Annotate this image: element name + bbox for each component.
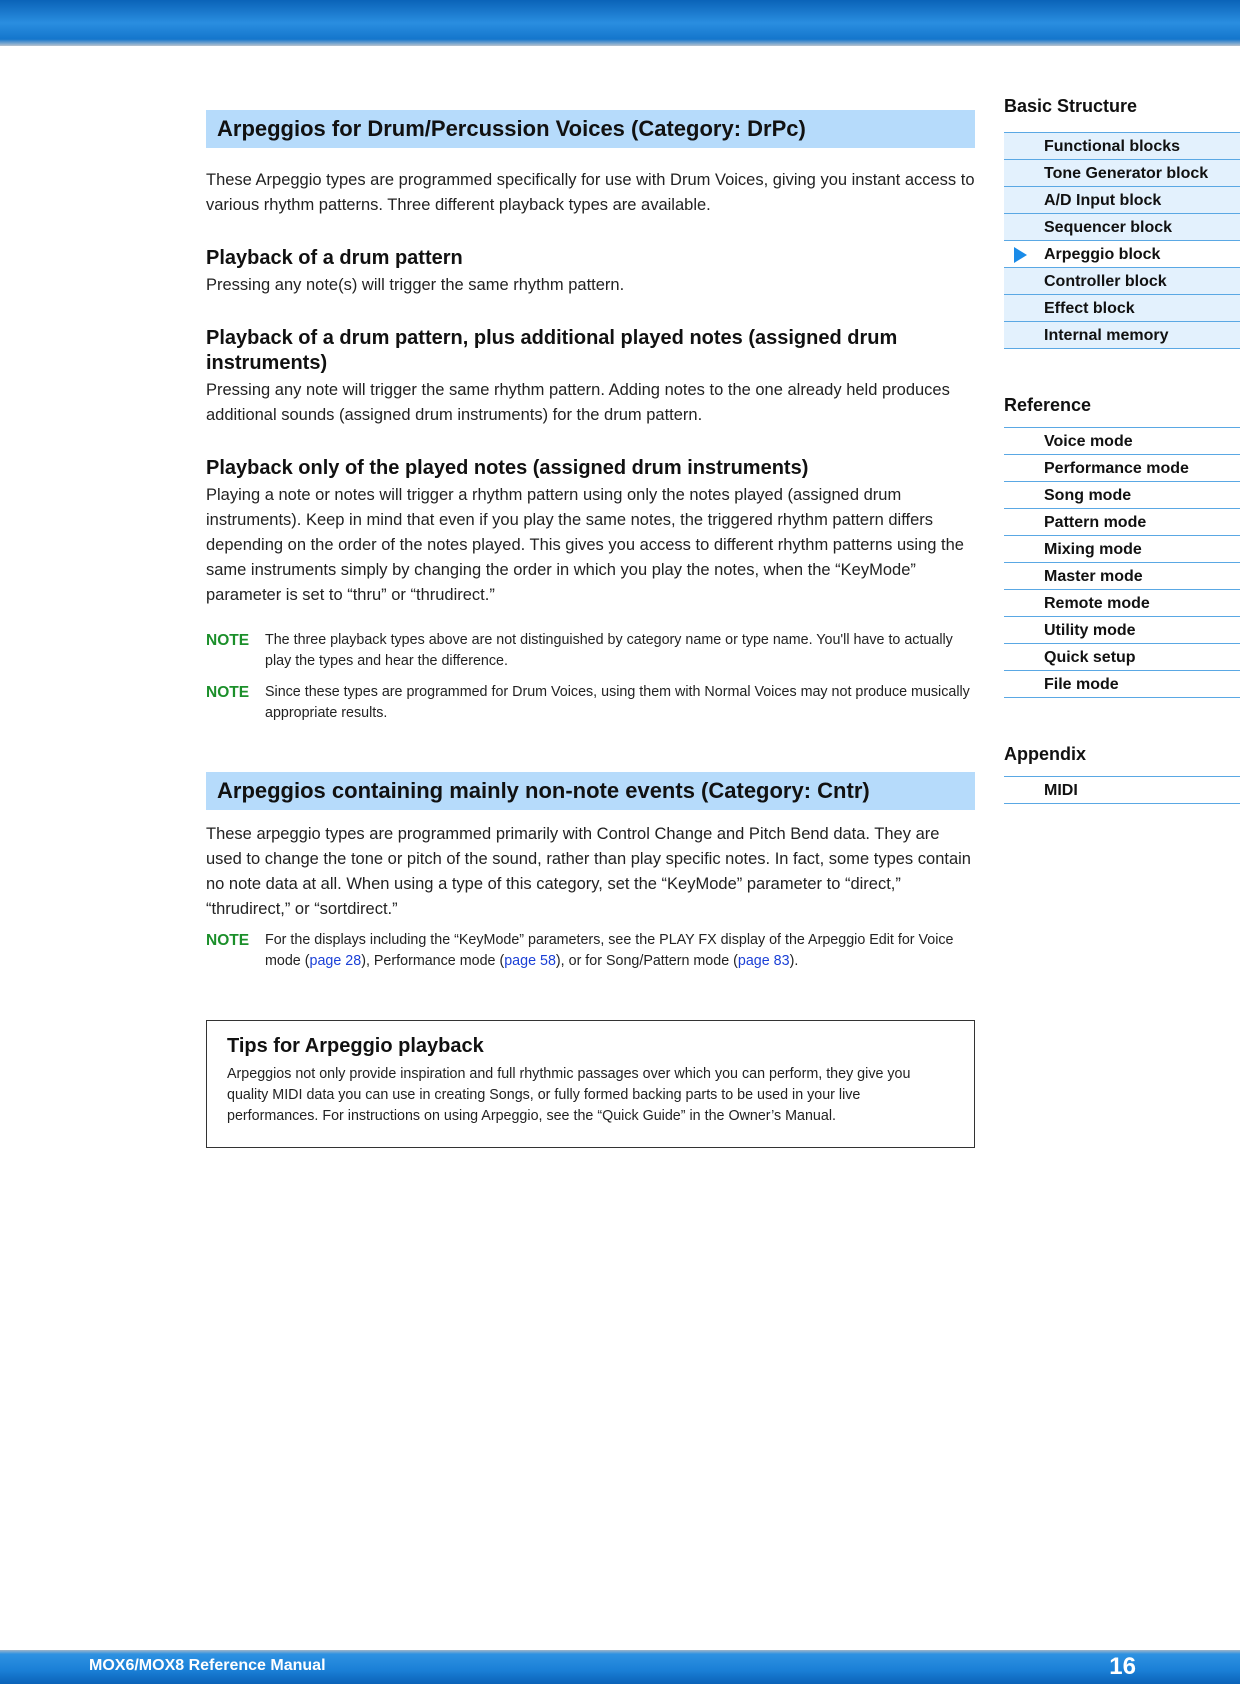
top-banner bbox=[0, 0, 1240, 46]
tips-box bbox=[206, 1020, 975, 1148]
sidebar-heading-basic-structure: Basic Structure bbox=[1004, 96, 1138, 116]
sidebar-item-song-mode[interactable]: Song mode bbox=[1004, 482, 1240, 509]
sidebar-item-midi[interactable]: MIDI bbox=[1004, 777, 1240, 804]
tips-text: Arpeggios not only provide inspiration and full rhythmic passages over which you can perform, they give you quality MIDI data you can use in creating Songs, or fully formed backing parts to be used in your live performances. For instructions on using Arpeggio, see the “Quick Guide” in the Owner’s Manual. bbox=[227, 1066, 911, 1124]
tips-title: Tips for Arpeggio playback bbox=[227, 1035, 484, 1057]
link-page-83[interactable]: page 83 bbox=[737, 953, 790, 969]
sidebar-item-utility-mode[interactable]: Utility mode bbox=[1004, 617, 1240, 644]
note-text: The three playback types above are not distinguished by category name or type name. You'll have to actually play the types and hear the difference. bbox=[265, 632, 953, 669]
sidebar-item-file-mode[interactable]: File mode bbox=[1004, 671, 1240, 698]
cntr-body: These arpeggio types are programmed primarily with Control Change and Pitch Bend data. They are used to change the tone or pitch of the sound, rather than play specific notes. In fact, some types contain no note data at all. When using a type of this category, set the “KeyMode” parameter to “direct,” “thrudirect,” or “sortdirect.” bbox=[206, 825, 971, 918]
sidebar-item-functional-blocks[interactable]: Functional blocks bbox=[1004, 133, 1240, 160]
footer-manual-title: MOX6/MOX8 Reference Manual bbox=[89, 1657, 326, 1674]
note-label: NOTE bbox=[206, 632, 250, 649]
sidebar-item-internal-memory[interactable]: Internal memory bbox=[1004, 322, 1240, 349]
subheading-pattern-plus-notes: Playback of a drum pattern, plus additional played notes (assigned drum instruments) bbox=[206, 327, 898, 374]
sidebar-heading-reference: Reference bbox=[1004, 395, 1092, 415]
sidebar-heading-appendix: Appendix bbox=[1004, 744, 1087, 764]
sidebar-item-remote-mode[interactable]: Remote mode bbox=[1004, 590, 1240, 617]
section-heading-drpc: Arpeggios for Drum/Percussion Voices (Category: DrPc) bbox=[206, 110, 975, 148]
appendix-list bbox=[1004, 776, 1240, 804]
note-text: Since these types are programmed for Drum Voices, using them with Normal Voices may not produce musically appropriate results. bbox=[265, 684, 970, 721]
note-normal-voices bbox=[206, 682, 975, 724]
page-number: 16 bbox=[1109, 1653, 1136, 1680]
subheading-played-notes-only: Playback only of the played notes (assigned drum instruments) bbox=[206, 457, 809, 479]
sidebar-item-mixing-mode[interactable]: Mixing mode bbox=[1004, 536, 1240, 563]
sidebar-item-tone-generator-block[interactable]: Tone Generator block bbox=[1004, 160, 1240, 187]
basic-structure-list bbox=[1004, 132, 1240, 349]
note-keymode bbox=[206, 930, 975, 972]
sidebar-item-controller-block[interactable]: Controller block bbox=[1004, 268, 1240, 295]
sidebar-item-effect-block[interactable]: Effect block bbox=[1004, 295, 1240, 322]
subheading-drum-pattern: Playback of a drum pattern bbox=[206, 247, 463, 269]
sidebar-item-voice-mode[interactable]: Voice mode bbox=[1004, 428, 1240, 455]
note-label: NOTE bbox=[206, 932, 250, 949]
sidebar-item-quick-setup[interactable]: Quick setup bbox=[1004, 644, 1240, 671]
sidebar-item-master-mode[interactable]: Master mode bbox=[1004, 563, 1240, 590]
section-heading-cntr: Arpeggios containing mainly non-note events (Category: Cntr) bbox=[206, 772, 975, 810]
current-page-arrow-icon bbox=[1014, 247, 1027, 263]
sidebar-item-pattern-mode[interactable]: Pattern mode bbox=[1004, 509, 1240, 536]
sidebar-item-ad-input-block[interactable]: A/D Input block bbox=[1004, 187, 1240, 214]
note-label: NOTE bbox=[206, 684, 250, 701]
link-page-28[interactable]: page 28 bbox=[309, 953, 362, 969]
link-page-58[interactable]: page 58 bbox=[504, 953, 556, 969]
drum-pattern-text: Pressing any note(s) will trigger the same rhythm pattern. bbox=[206, 276, 625, 294]
drpc-intro: These Arpeggio types are programmed specifically for use with Drum Voices, giving you instant access to various rhythm patterns. Three different playback types are available. bbox=[206, 171, 975, 214]
pattern-plus-notes-text: Pressing any note will trigger the same rhythm pattern. Adding notes to the one already held produces additional sounds (assigned drum instruments) for the drum pattern. bbox=[206, 381, 950, 424]
footer-bar bbox=[0, 1650, 1240, 1684]
sidebar-nav bbox=[1004, 96, 1240, 804]
note-playback-types bbox=[206, 630, 975, 672]
sidebar-item-performance-mode[interactable]: Performance mode bbox=[1004, 455, 1240, 482]
played-notes-only-text: Playing a note or notes will trigger a rhythm pattern using only the notes played (assigned drum instruments). Keep in mind that even if you play the same notes, the triggered rhythm pattern differs depending on the order of the notes played. This gives you access to different rhythm patterns using the same instruments simply by changing the order in which you play the notes, when the “KeyMode” parameter is set to “thru” or “thrudirect.” bbox=[206, 486, 964, 604]
sidebar-item-arpeggio-block[interactable]: Arpeggio block bbox=[1004, 241, 1240, 268]
reference-list bbox=[1004, 427, 1240, 698]
sidebar-item-sequencer-block[interactable]: Sequencer block bbox=[1004, 214, 1240, 241]
main-content bbox=[206, 110, 975, 1148]
note-text: For the displays including the “KeyMode” parameters, see the PLAY FX display of the Arpeggio Edit for Voice mode (page 28), Performance mode (page 58), or for Song/Pattern mode (page 83). bbox=[265, 932, 954, 969]
